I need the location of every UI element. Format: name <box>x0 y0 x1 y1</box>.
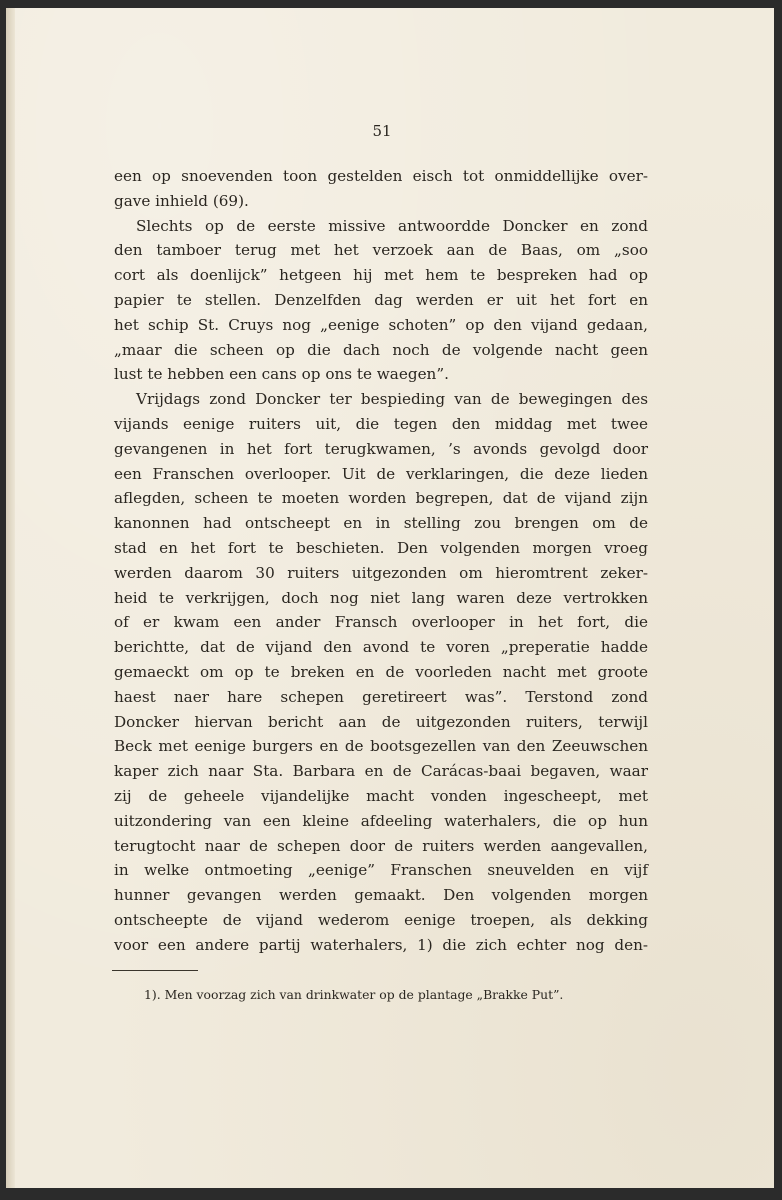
text-line-2: gave inhield (69). <box>114 191 249 210</box>
text-line-17: werden daarom 30 ruiters uitgezonden om hieromtrent zeker- <box>114 563 648 582</box>
body-text <box>114 164 648 958</box>
text-line-26: zij de geheele vijandelijke macht vonden ingescheept, met <box>114 786 648 805</box>
text-line-28: terugtocht naar de schepen door de ruiters werden aangevallen, <box>114 836 648 855</box>
text-line-3: Slechts op de eerste missive antwoordde Doncker en zond <box>136 216 648 235</box>
text-line-12: gevangenen in het fort terugkwamen, ’s avonds gevolgd door <box>114 439 648 458</box>
text-line-22: haest naer hare schepen geretireert was”. Terstond zond <box>114 687 648 706</box>
text-line-18: heid te verkrijgen, doch nog niet lang waren deze vertrokken <box>114 588 648 607</box>
text-line-24: Beck met eenige burgers en de bootsgezellen van den Zeeuwschen <box>114 737 648 756</box>
footnote: 1). Men voorzag zich van drinkwater op de plantage „Brakke Put”. <box>144 987 564 1002</box>
text-line-9: lust te hebben een cans op ons te waegen”. <box>114 365 449 384</box>
page-gutter-shadow <box>6 8 15 1188</box>
text-line-19: of er kwam een ander Fransch overlooper in het fort, die <box>114 613 648 632</box>
text-line-32: voor een andere partij waterhalers, 1) die zich echter nog den- <box>114 935 648 954</box>
text-line-7: het schip St. Cruys nog „eenige schoten” op den vijand gedaan, <box>114 315 648 334</box>
text-line-8: „maar die scheen op die dach noch de volgende nacht geen <box>114 340 648 359</box>
text-line-20: berichtte, dat de vijand den avond te voren „preperatie hadde <box>114 638 648 657</box>
page-number: 51 <box>372 122 392 140</box>
text-line-10: Vrijdags zond Doncker ter bespieding van de bewegingen des <box>136 390 648 409</box>
book-page <box>6 8 774 1188</box>
text-line-4: den tamboer terug met het verzoek aan de Baas, om „soo <box>114 241 648 260</box>
text-line-5: cort als doenlijck” hetgeen hij met hem te bespreken had op <box>114 266 648 285</box>
text-line-30: hunner gevangen werden gemaakt. Den volgenden morgen <box>114 886 648 905</box>
text-line-29: in welke ontmoeting „eenige” Franschen sneuvelden en vijf <box>114 861 648 880</box>
text-line-11: vijands eenige ruiters uit, die tegen den middag met twee <box>114 414 648 433</box>
text-line-23: Doncker hiervan bericht aan de uitgezonden ruiters, terwijl <box>114 712 648 731</box>
text-line-21: gemaeckt om op te breken en de voorleden nacht met groote <box>114 662 648 681</box>
text-line-25: kaper zich naar Sta. Barbara en de Carácas-baai begaven, waar <box>114 762 648 781</box>
text-line-16: stad en het fort te beschieten. Den volgenden morgen vroeg <box>114 538 648 557</box>
footnote-rule <box>112 970 198 971</box>
text-line-1: een op snoevenden toon gestelden eisch tot onmiddellijke over- <box>114 167 648 185</box>
text-line-14: aflegden, scheen te moeten worden begrepen, dat de vijand zijn <box>114 489 648 508</box>
text-line-31: ontscheepte de vijand wederom eenige troepen, als dekking <box>114 910 648 929</box>
text-line-6: papier te stellen. Denzelfden dag werden er uit het fort en <box>114 290 648 309</box>
text-line-13: een Franschen overlooper. Uit de verklaringen, die deze lieden <box>114 464 648 483</box>
text-line-27: uitzondering van een kleine afdeeling waterhalers, die op hun <box>114 811 648 830</box>
text-line-15: kanonnen had ontscheept en in stelling zou brengen om de <box>114 514 648 533</box>
